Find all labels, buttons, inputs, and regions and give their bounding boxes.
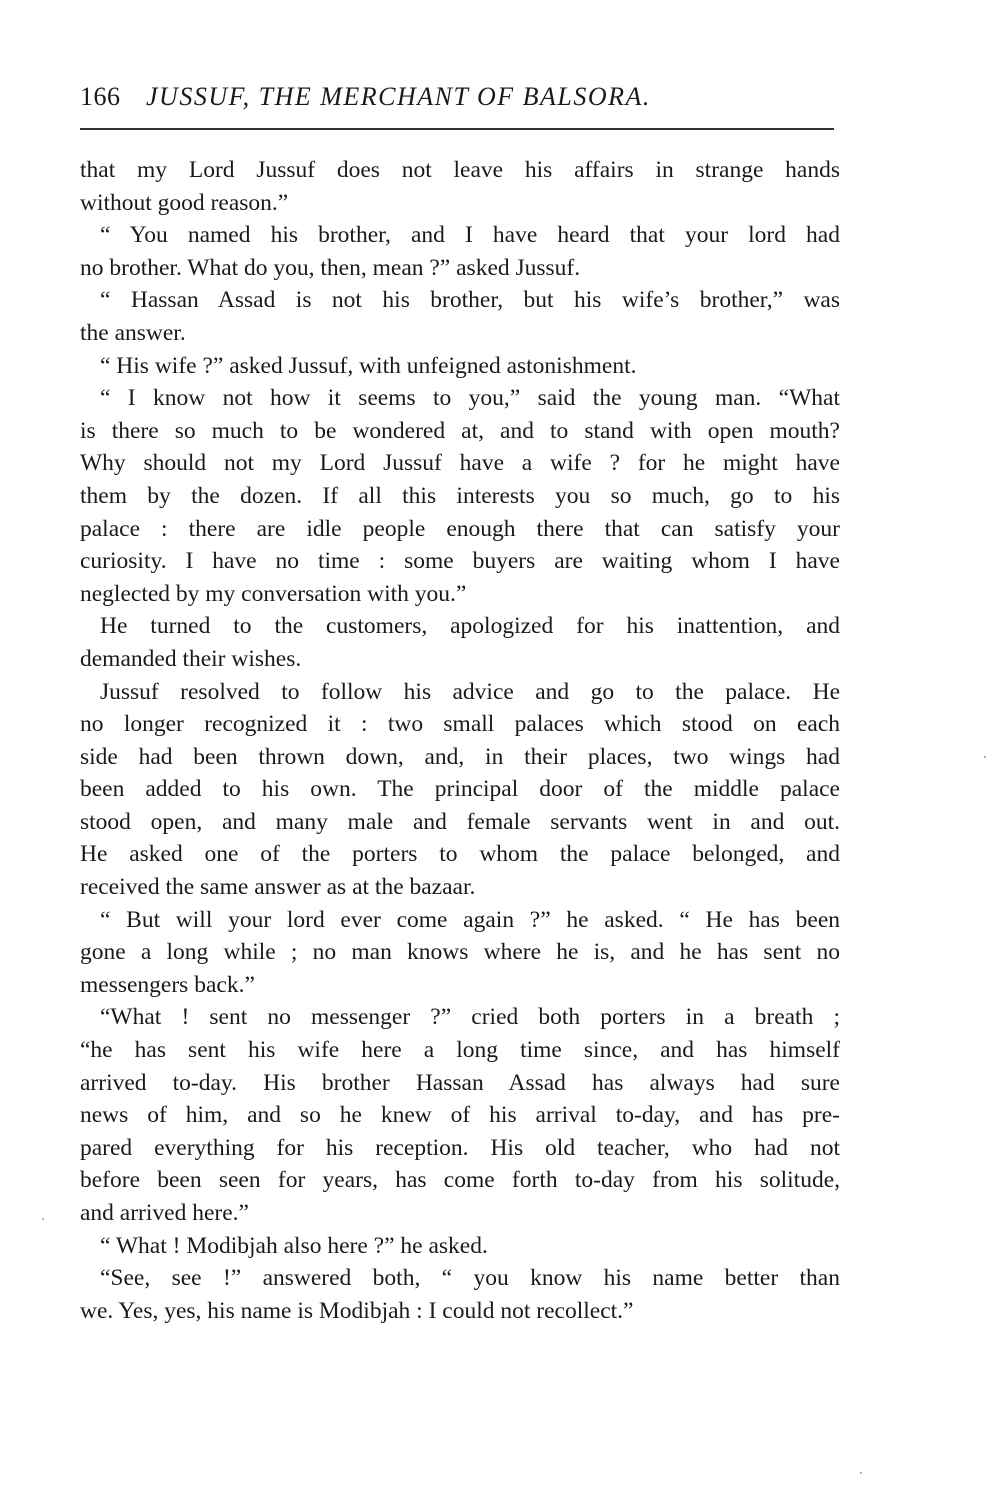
text-line: He turned to the customers, apologized for his inattention, and bbox=[100, 613, 840, 640]
text-line: “ Hassan Assad is not his brother, but his wife’s brother,” was bbox=[100, 287, 840, 314]
body-text bbox=[80, 154, 840, 1327]
header-rule bbox=[80, 128, 834, 130]
text-line: “ But will your lord ever come again ?” he asked. “ He has been bbox=[100, 906, 840, 933]
text-line: messengers back.” bbox=[80, 971, 255, 998]
text-line: them by the dozen. If all this interests you so much, go to his bbox=[80, 482, 840, 509]
paper-speck bbox=[860, 1472, 862, 1474]
text-line: curiosity. I have no time : some buyers are waiting whom I have bbox=[80, 548, 840, 575]
text-line: received the same answer as at the bazaar. bbox=[80, 874, 476, 901]
text-line: no longer recognized it : two small palaces which stood on each bbox=[80, 711, 840, 738]
paper-speck bbox=[42, 1218, 44, 1220]
text-line: no brother. What do you, then, mean ?” asked Jussuf. bbox=[80, 254, 581, 281]
text-line: “ I know not how it seems to you,” said the young man. “What bbox=[100, 385, 840, 412]
paper-speck bbox=[984, 756, 986, 758]
page-number: 166 bbox=[80, 82, 121, 111]
text-line: that my Lord Jussuf does not leave his affairs in strange hands bbox=[80, 157, 840, 183]
text-line: Why should not my Lord Jussuf have a wife ? for he might have bbox=[80, 450, 840, 477]
text-line: He asked one of the porters to whom the palace belonged, and bbox=[80, 841, 840, 868]
text-line: “ You named his brother, and I have heard that your lord had bbox=[100, 222, 840, 249]
text-line: and arrived here.” bbox=[80, 1200, 249, 1226]
text-line: side had been thrown down, and, in their places, two wings had bbox=[80, 743, 840, 770]
running-title: JUSSUF, THE MERCHANT OF BALSORA. bbox=[146, 82, 651, 111]
text-line: we. Yes, yes, his name is Modibjah : I could not recollect.” bbox=[80, 1297, 634, 1324]
text-line: been added to his own. The principal door of the middle palace bbox=[80, 776, 840, 803]
text-line: without good reason.” bbox=[80, 189, 289, 216]
text-line: stood open, and many male and female servants went in and out. bbox=[80, 808, 840, 835]
text-line: “See, see !” answered both, “ you know his name better than bbox=[100, 1265, 840, 1292]
text-line: pared everything for his reception. His old teacher, who had not bbox=[80, 1134, 840, 1161]
text-line: the answer. bbox=[80, 319, 186, 346]
text-line: neglected by my conversation with you.” bbox=[80, 580, 467, 607]
text-line: arrived to-day. His brother Hassan Assad has always had sure bbox=[80, 1069, 840, 1096]
text-line: before been seen for years, has come forth to-day from his solitude, bbox=[80, 1167, 840, 1194]
text-line: “he has sent his wife here a long time since, and has himself bbox=[80, 1037, 840, 1064]
text-line: palace : there are idle people enough there that can satisfy your bbox=[80, 515, 840, 542]
text-line: “What ! sent no messenger ?” cried both porters in a breath ; bbox=[100, 1004, 840, 1031]
text-line: gone a long while ; no man knows where he is, and he has sent no bbox=[80, 939, 840, 966]
text-line: Jussuf resolved to follow his advice and go to the palace. He bbox=[100, 678, 840, 705]
running-head bbox=[80, 82, 840, 122]
text-line: “ His wife ?” asked Jussuf, with unfeigned astonishment. bbox=[100, 352, 637, 379]
text-line: demanded their wishes. bbox=[80, 645, 302, 672]
text-line: news of him, and so he knew of his arrival to-day, and has pre- bbox=[80, 1102, 840, 1129]
text-line: “ What ! Modibjah also here ?” he asked. bbox=[100, 1232, 488, 1259]
text-line: is there so much to be wondered at, and to stand with open mouth? bbox=[80, 417, 840, 444]
